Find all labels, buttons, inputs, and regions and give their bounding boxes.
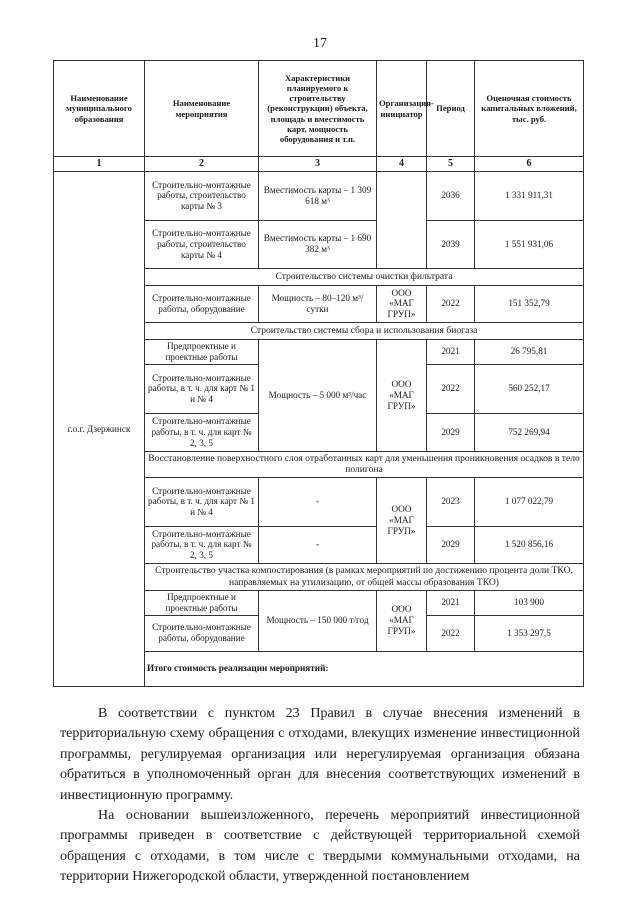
cost-cell: 1 353 297,5 (475, 615, 584, 651)
characteristics-cell: Мощность – 5 000 м³/час (259, 339, 377, 451)
period-cell: 2036 (427, 171, 475, 220)
cost-cell: 1 077 022,79 (475, 477, 584, 526)
header-characteristics: Характеристики планируемого к строительству (реконструкции) объекта, площадь и вместимость карт, мощность оборудования и т.п. (259, 61, 377, 157)
cost-cell: 103 900 (475, 590, 584, 615)
column-number: 3 (259, 157, 377, 172)
header-event: Наименование мероприятия (145, 61, 259, 157)
column-number: 6 (475, 157, 584, 172)
period-cell: 2023 (427, 477, 475, 526)
event-cell: Строительно-монтажные работы, в т. ч. для карт № 1 и № 4 (145, 477, 259, 526)
characteristics-cell: Мощность – 80–120 м³/сутки (259, 285, 377, 322)
column-number-row (54, 157, 584, 172)
event-cell: Строительно-монтажные работы, строительство карты № 3 (145, 171, 259, 220)
characteristics-cell: - (259, 526, 377, 563)
header-cost: Оценочная стоимость капитальных вложений, тыс. руб. (475, 61, 584, 157)
paragraph: На основании вышеизложенного, перечень мероприятий инвестиционной программы приведен в соответствие с действующей территориальной схемой обращения с отходами, в том числе с твердыми коммунальными отходами, на территории Нижегородской области, утвержденной постановлением (60, 808, 580, 885)
period-cell: 2029 (427, 413, 475, 451)
event-cell: Строительно-монтажные работы, в т. ч. для карт № 1 и № 4 (145, 364, 259, 413)
column-number: 5 (427, 157, 475, 172)
event-cell: Строительно-монтажные работы, оборудование (145, 615, 259, 651)
organization-cell: ООО «МАГ ГРУП» (377, 477, 427, 563)
event-cell: Строительно-монтажные работы, оборудование (145, 285, 259, 322)
cost-cell: 26 795,81 (475, 339, 584, 364)
cost-cell: 1 520 856,16 (475, 526, 584, 563)
investment-table (53, 60, 584, 687)
column-number: 1 (54, 157, 145, 172)
event-cell: Строительно-монтажные работы, в т. ч. для карт № 2, 3, 5 (145, 413, 259, 451)
characteristics-cell: Мощность – 150 000 т/год (259, 590, 377, 651)
organization-cell: ООО «МАГ ГРУП» (377, 285, 427, 322)
section-title: Строительство системы очистки фильтрата (145, 268, 584, 285)
paragraph: В соответствии с пунктом 23 Правил в случае внесения изменений в территориальную схему обращения с отходами, влекущих изменение инвестиционной программы, регулируемая организация или нерегулируемая организация обязана обратиться в уполномоченный орган для внесения соответствующих изменений в инвестиционную программу. (60, 706, 580, 803)
municipality-cell: г.о.г. Дзержинск (54, 171, 145, 686)
period-cell: 2022 (427, 285, 475, 322)
table-row (54, 171, 584, 220)
total-label: Итого стоимость реализации мероприятий: (145, 651, 584, 687)
event-cell: Строительно-монтажные работы, в т. ч. для карт № 2, 3, 5 (145, 526, 259, 563)
section-title: Строительство участка компостирования (в рамках мероприятий по достижению процента доли ТКО, направляемых на утилизацию, от общей массы образования ТКО) (145, 563, 584, 590)
period-cell: 2022 (427, 364, 475, 413)
event-cell: Предпроектные и проектные работы (145, 339, 259, 364)
cost-cell: 151 352,79 (475, 285, 584, 322)
header-organization: Организация-инициатор (377, 61, 427, 157)
header-municipality: Наименование муниципального образования (54, 61, 145, 157)
cost-cell: 752 269,94 (475, 413, 584, 451)
header-period: Период (427, 61, 475, 157)
period-cell: 2022 (427, 615, 475, 651)
organization-cell: ООО «МАГ ГРУП» (377, 590, 427, 651)
organization-cell (377, 171, 427, 268)
page-number: 17 (313, 36, 327, 51)
characteristics-cell: Вместимость карты – 1 690 382 м³ (259, 220, 377, 268)
event-cell: Строительно-монтажные работы, строительство карты № 4 (145, 220, 259, 268)
cost-cell: 1 551 931,06 (475, 220, 584, 268)
event-cell: Предпроектные и проектные работы (145, 590, 259, 615)
column-number: 2 (145, 157, 259, 172)
cost-cell: 560 252,17 (475, 364, 584, 413)
section-title: Восстановление поверхностного слоя отработанных карт для уменьшения проникновения осадков в тело полигона (145, 451, 584, 477)
cost-cell: 1 331 911,31 (475, 171, 584, 220)
period-cell: 2021 (427, 590, 475, 615)
characteristics-cell: - (259, 477, 377, 526)
characteristics-cell: Вместимость карты – 1 309 618 м³ (259, 171, 377, 220)
section-title: Строительство системы сбора и использования биогаза (145, 322, 584, 339)
period-cell: 2029 (427, 526, 475, 563)
table-header-row (54, 61, 584, 157)
body-text (60, 704, 580, 888)
column-number: 4 (377, 157, 427, 172)
period-cell: 2021 (427, 339, 475, 364)
period-cell: 2039 (427, 220, 475, 268)
organization-cell: ООО «МАГ ГРУП» (377, 339, 427, 451)
